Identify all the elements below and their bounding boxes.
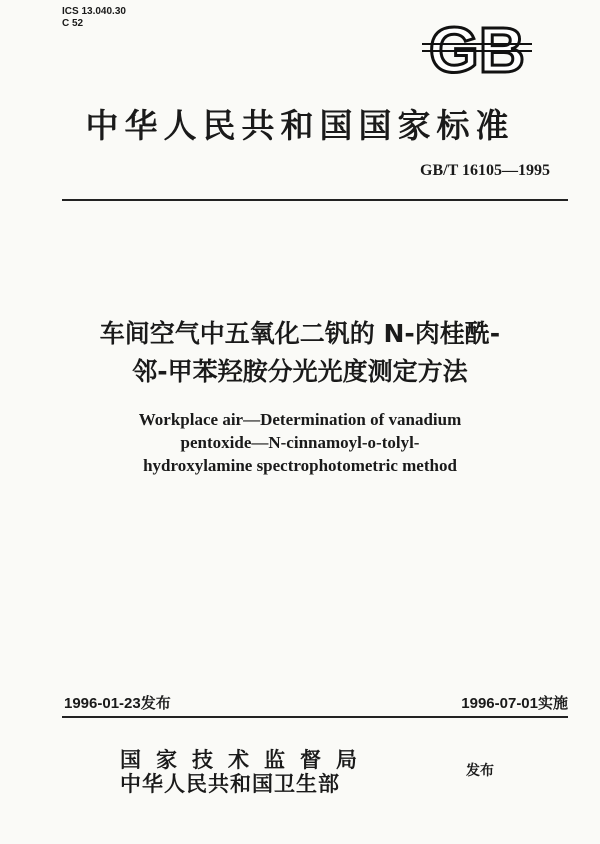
classification-codes bbox=[62, 6, 126, 30]
chinese-title-line-2: 邻-甲苯羟胺分光光度测定方法 bbox=[132, 357, 468, 386]
effective-date: 1996-07-01实施 bbox=[461, 695, 568, 712]
ics-code: ICS 13.040.30 bbox=[62, 6, 126, 17]
top-divider bbox=[62, 199, 568, 201]
gb-logo bbox=[418, 14, 536, 82]
english-title-line-1: Workplace air—Determination of vanadium bbox=[138, 410, 462, 429]
chinese-title-line-1: 车间空气中五氧化二钒的 N-肉桂酰- bbox=[99, 319, 501, 348]
bottom-divider bbox=[62, 716, 568, 718]
gb-logo-text: GB bbox=[429, 14, 525, 82]
english-title-line-2: pentoxide—N-cinnamoyl-o-tolyl- bbox=[180, 433, 420, 452]
issuer-line-2: 中华人民共和国卫生部 bbox=[120, 772, 340, 796]
ccs-code: C 52 bbox=[62, 18, 84, 29]
publish-label: 发布 bbox=[466, 763, 494, 779]
standard-number: GB/T 16105—1995 bbox=[420, 162, 550, 179]
standard-title: 中华人民共和国国家标准 bbox=[85, 106, 515, 145]
issuer-line-1: 国家技术监督局 bbox=[120, 748, 372, 772]
english-title-line-3: hydroxylamine spectrophotometric method bbox=[143, 456, 457, 475]
issue-date: 1996-01-23发布 bbox=[64, 695, 171, 712]
